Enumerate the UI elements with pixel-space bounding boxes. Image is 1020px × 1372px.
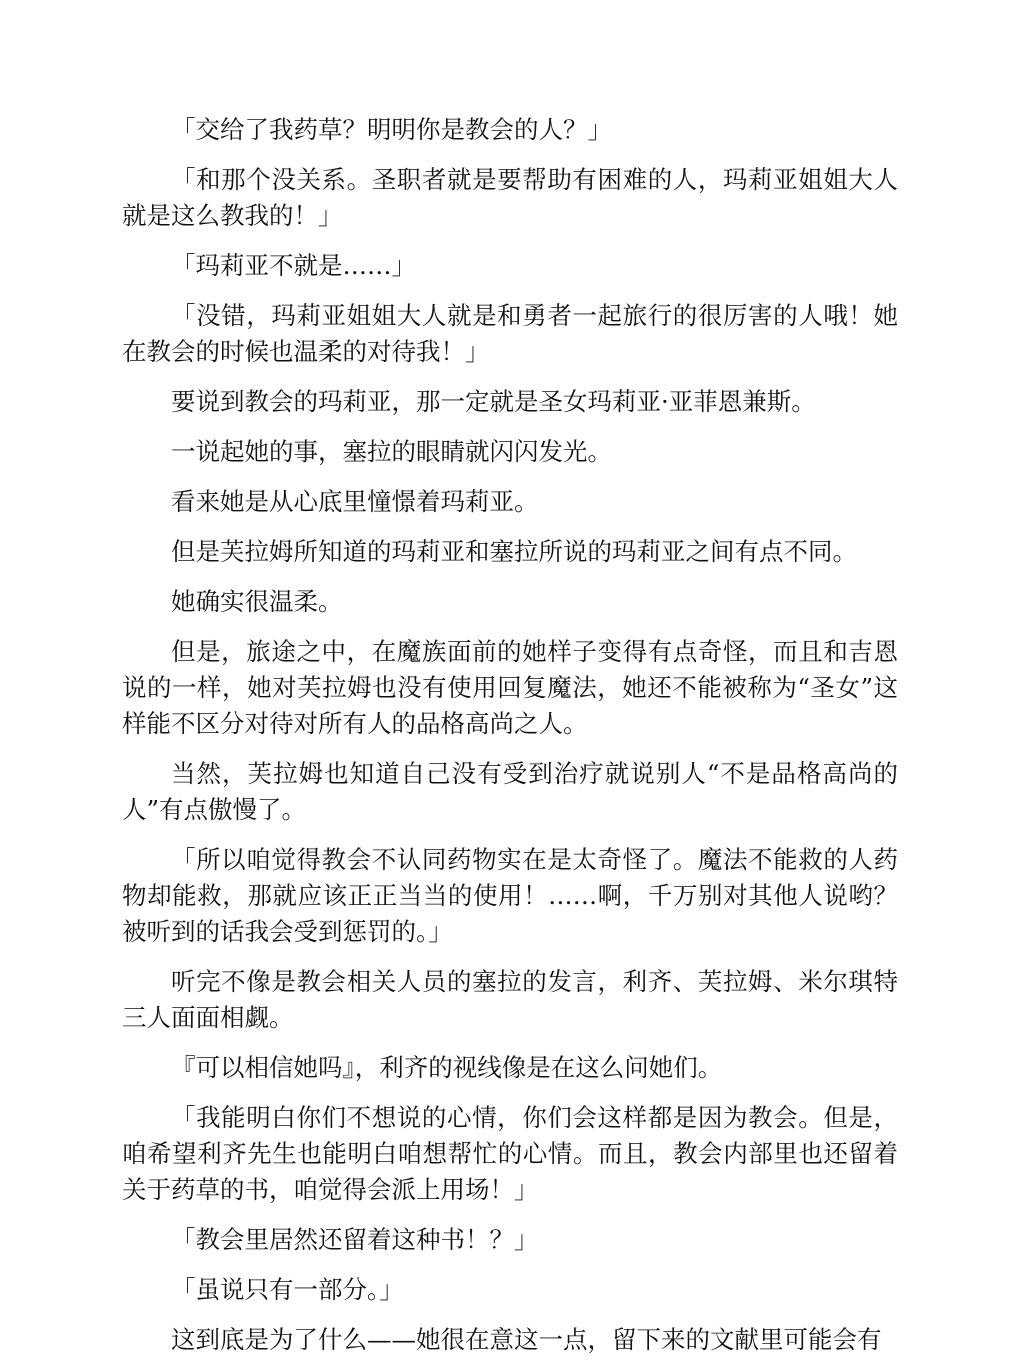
paragraph: 但是芙拉姆所知道的玛莉亚和塞拉所说的玛莉亚之间有点不同。 xyxy=(171,537,857,566)
paragraph: 「教会里居然还留着这种书！？」 xyxy=(171,1225,539,1254)
paragraph: 看来她是从心底里憧憬着玛莉亚。 xyxy=(171,487,539,516)
paragraph: 一说起她的事，塞拉的眼睛就闪闪发光。 xyxy=(171,437,612,466)
paragraph: 但是，旅途之中，在魔族面前的她样子变得有点奇怪，而且和吉恩说的一样，她对芙拉姆也没有使用回复魔法，她还不能被称为“圣女”这样能不区分对待对所有人的品格高尚之人。 xyxy=(122,637,898,738)
paragraph: 「交给了我药草？明明你是教会的人？」 xyxy=(171,115,612,144)
paragraph: 这到底是为了什么——她很在意这一点，留下来的文献里可能会有 xyxy=(171,1325,882,1354)
paragraph: 『可以相信她吗』，利齐的视线像是在这么问她们。 xyxy=(171,1053,723,1082)
paragraph: 她确实很温柔。 xyxy=(171,587,343,616)
paragraph: 「没错，玛莉亚姐姐大人就是和勇者一起旅行的很厉害的人哦！她在教会的时候也温柔的对待我！」 xyxy=(122,301,898,366)
document-page xyxy=(122,112,898,1372)
paragraph: 要说到教会的玛莉亚，那一定就是圣女玛莉亚·亚菲恩兼斯。 xyxy=(171,387,816,416)
paragraph: 「玛莉亚不就是……」 xyxy=(171,251,416,280)
paragraph: 「我能明白你们不想说的心情，你们会这样都是因为教会。但是，咱希望利齐先生也能明白咱想帮忙的心情。而且，教会内部里也还留着关于药草的书，咱觉得会派上用场！」 xyxy=(122,1103,898,1204)
paragraph: 听完不像是教会相关人员的塞拉的发言，利齐、芙拉姆、米尔琪特三人面面相觑。 xyxy=(122,967,898,1032)
paragraph: 「虽说只有一部分。」 xyxy=(171,1275,404,1304)
paragraph: 当然，芙拉姆也知道自己没有受到治疗就说别人“不是品格高尚的人”有点傲慢了。 xyxy=(122,759,898,824)
paragraph: 「所以咱觉得教会不认同药物实在是太奇怪了。魔法不能救的人药物却能救，那就应该正正当当的使用！……啊，千万别对其他人说哟？被听到的话我会受到惩罚的。」 xyxy=(122,845,898,946)
paragraph: 「和那个没关系。圣职者就是要帮助有困难的人，玛莉亚姐姐大人就是这么教我的！」 xyxy=(122,165,898,230)
